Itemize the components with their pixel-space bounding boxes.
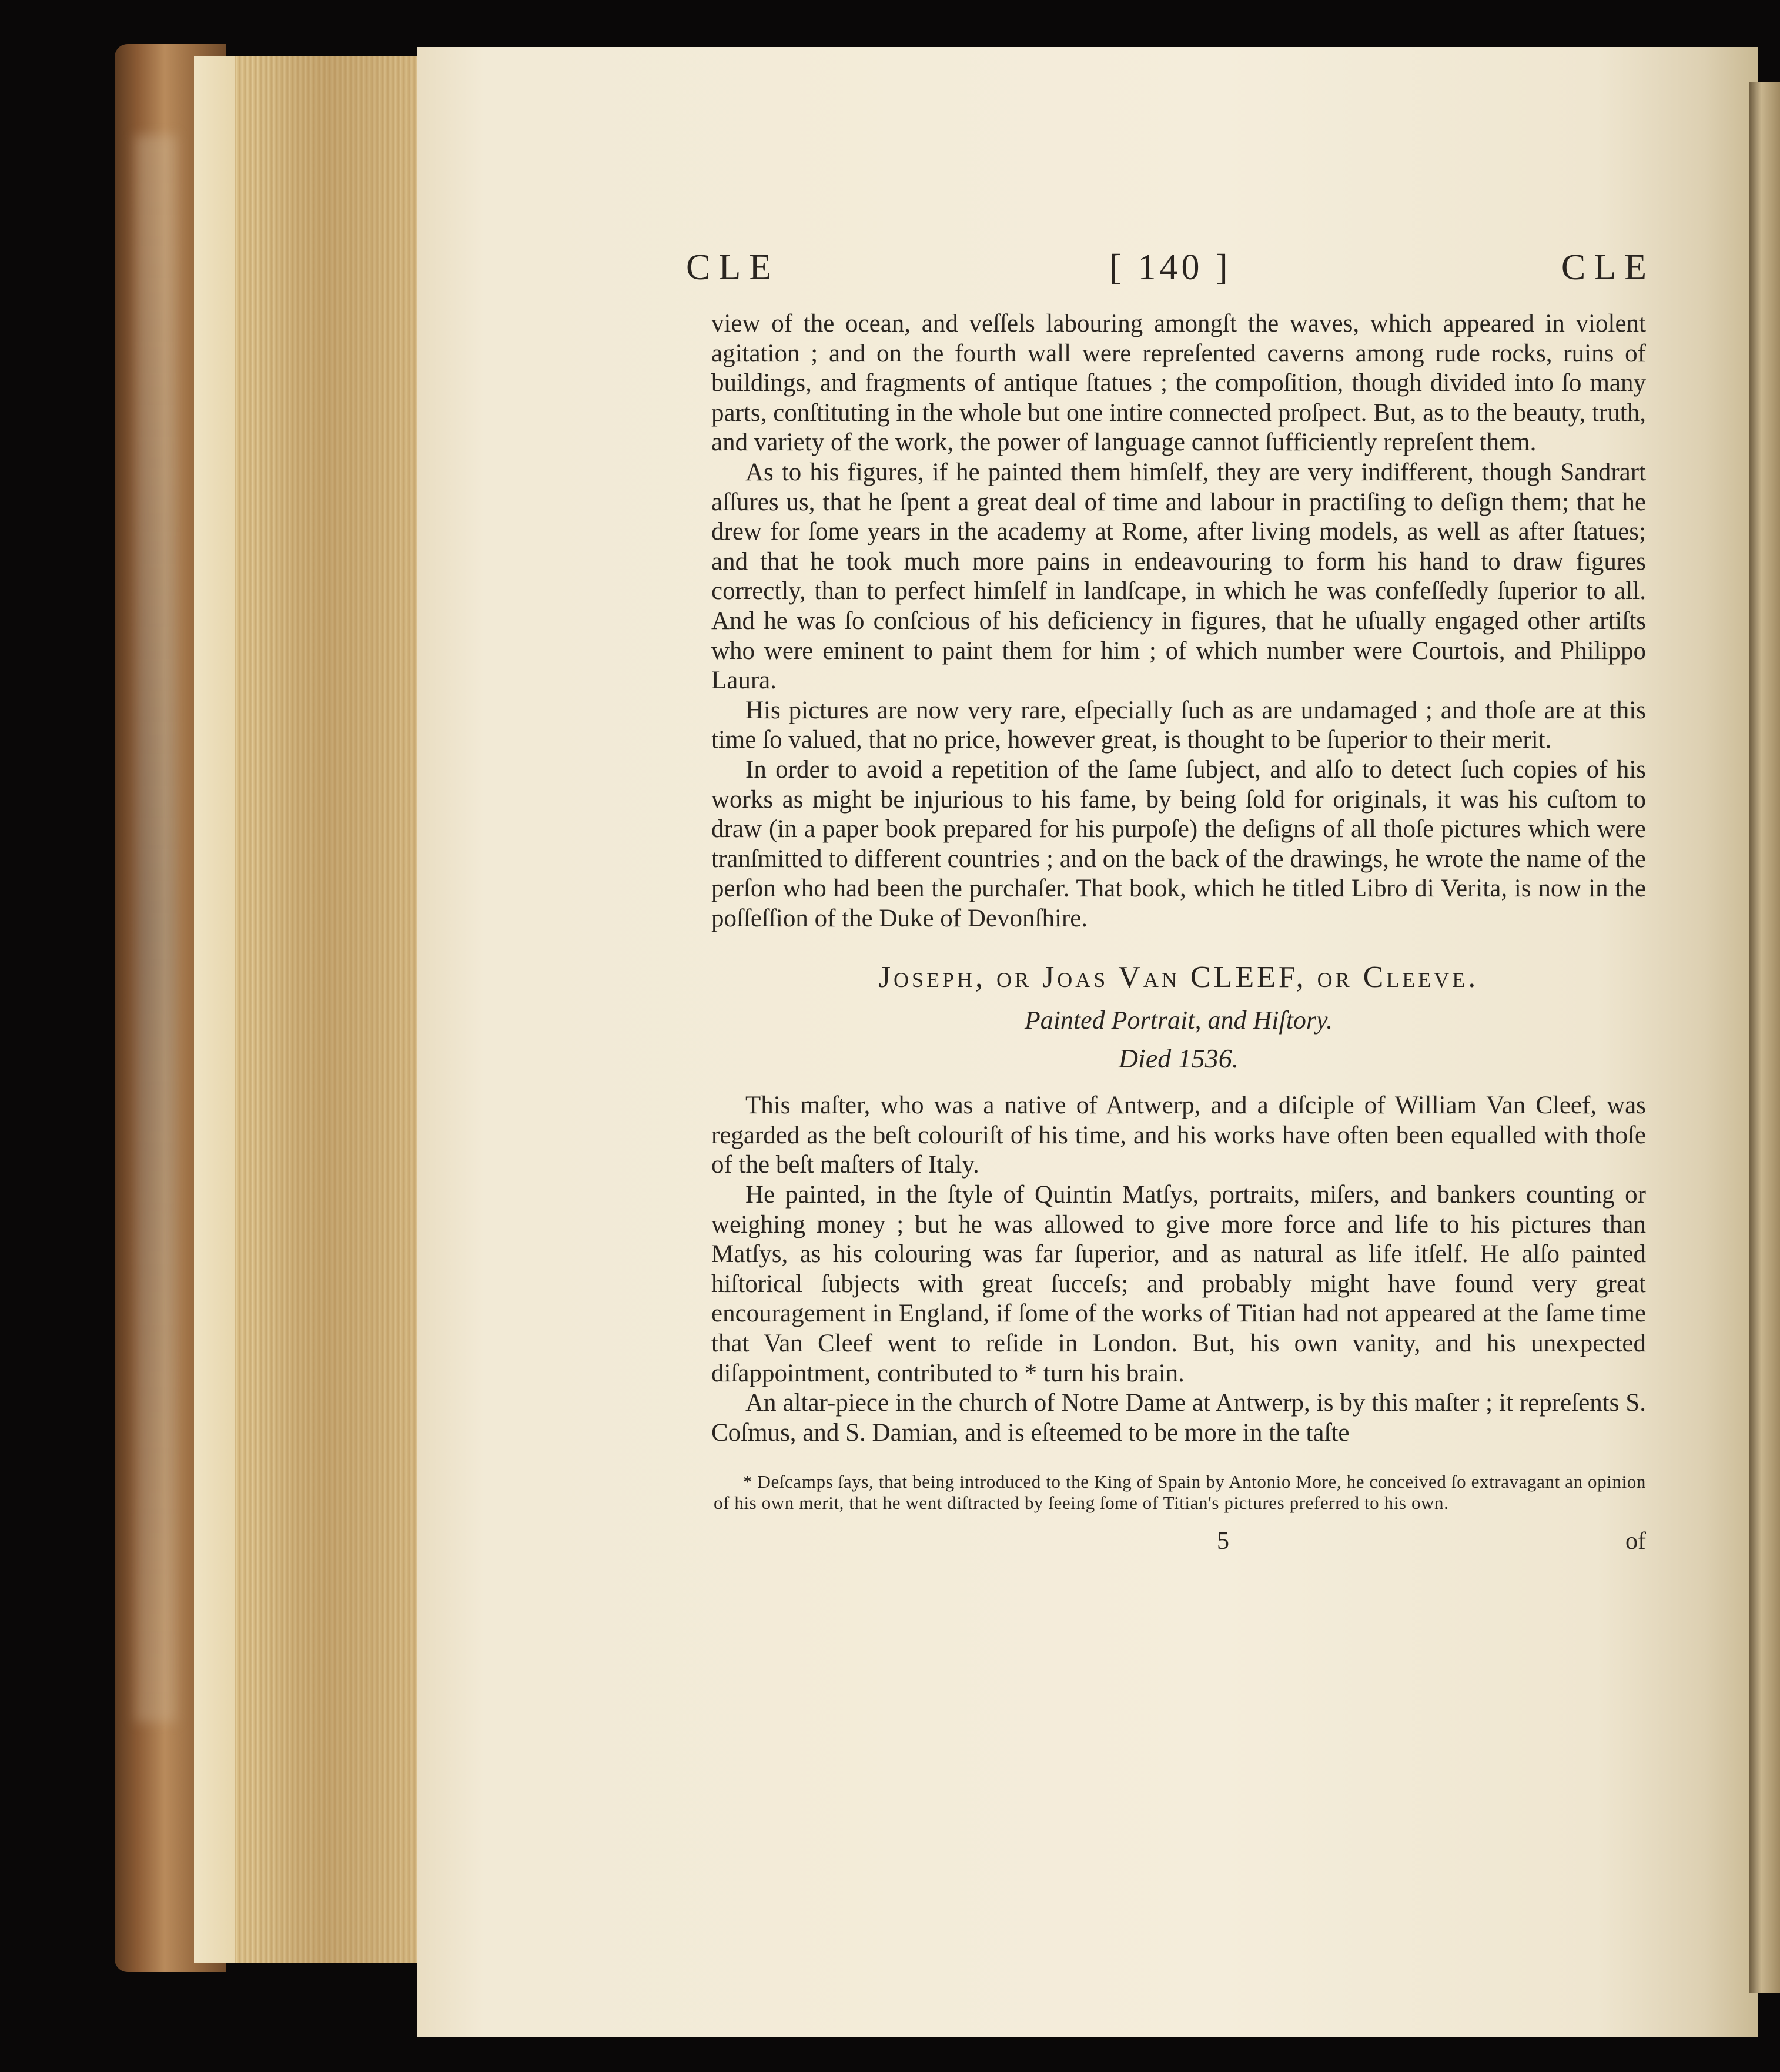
facing-page-edge xyxy=(1749,82,1780,1993)
paragraph: He painted, in the ſtyle of Quintin Matſys, portraits, miſers, and bankers counting or weighing money ; but he was allowed to give more force and life to his pictures than Matſys, as his colouring was far ſuperior, and as natural as life itſelf. He alſo painted hiſtorical ſubjects with great ſucceſs; and probably might have found very great encouragement in England, if ſome of the works of Titian had not appeared at the ſame time that Van Cleef went to reſide in London. But, his own vanity, and his unexpected diſappointment, contributed to * turn his brain. xyxy=(711,1181,1646,1387)
running-head-left: CLE xyxy=(686,247,780,287)
page-text xyxy=(686,247,1655,1556)
page-edge-shadow xyxy=(247,56,423,1963)
cover-highlight xyxy=(135,135,176,1722)
paragraph: In order to avoid a repetition of the ſame ſubject, and alſo to detect ſuch copies of his works as might be injurious to his fame, by being ſold for originals, it was his cuſtom to draw (in a paper book prepared for his purpoſe) the deſigns of all thoſe pictures which were tranſmitted to different countries ; and on the back of the drawings, he wrote the name of the perſon who had been the purchaſer. That book, which he titled Libro di Verita, is now in the poſſeſſion of the Duke of Devonſhire. xyxy=(711,755,1646,932)
footnote-text: * Deſcamps ſays, that being introduced to the King of Spain by Antonio More, he conceived ſo extravagant an opinion of his own merit, that he went diſtracted by ſeeing ſome of Titian's pictures preferred to his own. xyxy=(714,1471,1646,1514)
footnote xyxy=(711,1471,1646,1514)
running-head-right: CLE xyxy=(1561,247,1655,287)
entry-subtitle: Painted Portrait, and Hiſtory. xyxy=(1024,1006,1333,1035)
catchword: of xyxy=(1625,1528,1646,1555)
page-number: [ 140 ] xyxy=(1109,247,1232,287)
paragraph: view of the ocean, and veſſels labouring amongſt the waves, which appeared in violent agitation ; and on the fourth wall were repreſented caverns among rude rocks, ruins of buildings, and fragments of antique ſtatues ; the compoſition, though divided into ſo many parts, conſtituting in the whole but one intire connected proſpect. But, as to the beauty, truth, and variety of the work, the power of language cannot ſufficiently repreſent them. xyxy=(711,310,1646,457)
paragraph: An altar-piece in the church of Notre Dame at Antwerp, is by this maſter ; it repreſents S. Coſmus, and S. Damian, and is eſteemed to be more in the taſte xyxy=(711,1389,1646,1447)
paragraph: As to his figures, if he painted them himſelf, they are very indifferent, though Sandrart aſſures us, that he ſpent a great deal of time and labour in practiſing to deſign them; that he drew for ſome years in the academy at Rome, after living models, as well as after ſtatues; and that he took much more pains in endeavouring to form his hand to draw figures correctly, than to perfect himſelf in landſcape, in which he was confeſſedly ſuperior to all. And he was ſo conſcious of his deficiency in figures, that he uſually engaged other artiſts who were eminent to paint them for him ; of which number were Courtois, and Philippo Laura. xyxy=(711,458,1646,695)
paragraph: His pictures are now very rare, eſpecially ſuch as are undamaged ; and thoſe are at this time ſo valued, that no price, however great, is thought to be ſuperior to their merit. xyxy=(711,696,1646,754)
page-edge-light xyxy=(194,56,235,1963)
signature-mark: 5 xyxy=(1217,1528,1229,1555)
page-foot xyxy=(711,1527,1646,1556)
entry-heading: Joseph, or Joas Van CLEEF, or Cleeve. xyxy=(878,960,1479,995)
entry-death-date: Died 1536. xyxy=(1118,1043,1239,1073)
running-head xyxy=(686,247,1668,309)
paragraph: This maſter, who was a native of Antwerp, and a diſciple of William Van Cleef, was regarded as the beſt colouriſt of his time, and his works have often been equalled with thoſe of the beſt maſters of Italy. xyxy=(711,1092,1646,1179)
